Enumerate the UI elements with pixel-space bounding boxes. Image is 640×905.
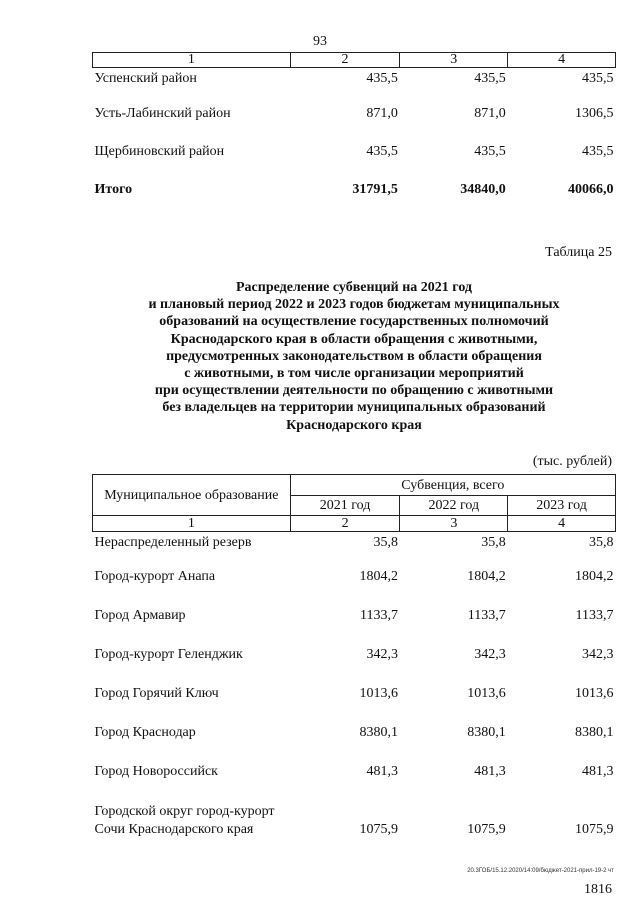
value-2021: 1804,2: [359, 568, 398, 584]
document-code: 20.3ГОБ/15.12.2020/14:09/бюджет-2021-прил-19-2 чт: [467, 868, 614, 874]
value-2021: 1133,7: [359, 607, 398, 623]
title-line: Распределение субвенций на 2021 год: [236, 280, 472, 295]
municipality-name: [93, 791, 291, 839]
municipality-name: Город-курорт Геленджик: [94, 646, 243, 662]
value-2022: 1133,7: [467, 607, 506, 623]
column-number: 1: [93, 53, 291, 68]
column-number: 2: [290, 53, 400, 68]
table-row: [93, 674, 616, 713]
header-year: 2023 год: [508, 496, 616, 516]
title-line: с животными, в том числе организации мероприятий: [184, 366, 524, 382]
value-2022: 435,5: [474, 144, 506, 159]
value-2021: 871,0: [366, 106, 398, 121]
table-row: [93, 713, 616, 752]
table-row: [93, 791, 616, 839]
column-number-row: [93, 516, 616, 532]
column-number: 3: [400, 53, 508, 68]
table-row: [93, 752, 616, 791]
value-2022: 871,0: [474, 106, 506, 121]
value-2021: 1013,6: [359, 685, 398, 701]
continuation-table: [92, 52, 616, 209]
table-row: [93, 596, 616, 635]
value-2023: 435,5: [582, 144, 614, 159]
title-line: при осуществлении деятельности по обращению с животными: [154, 383, 554, 399]
value-2022: 8380,1: [467, 724, 506, 740]
value-2022: 342,3: [474, 646, 506, 662]
column-number: 1: [93, 516, 291, 532]
column-number: 3: [400, 516, 508, 532]
value-2021: 8380,1: [359, 724, 398, 740]
value-2023: 8380,1: [575, 724, 614, 740]
subvention-table: [92, 474, 616, 839]
bottom-page-number: 1816: [584, 882, 612, 897]
table-row: [93, 532, 616, 558]
column-number: 2: [290, 516, 400, 532]
total-row: [93, 171, 616, 209]
value-2023: 35,8: [589, 535, 614, 550]
header-row: [93, 475, 616, 496]
column-number-row: [93, 53, 616, 68]
municipality-name-line: Городской округ город-курорт: [94, 804, 275, 819]
value-2023: 1804,2: [575, 568, 614, 584]
value-2022: 1075,9: [467, 822, 506, 837]
title-line: без владельцев на территории муниципальных образований: [162, 400, 546, 416]
total-label: Итого: [94, 182, 133, 197]
municipality-name: Город-курорт Анапа: [94, 568, 216, 584]
value-2021: 435,5: [366, 71, 398, 86]
municipality-name: Город Новороссийск: [94, 763, 218, 779]
header-subvention: Субвенция, всего: [290, 475, 615, 496]
value-2021: 35,8: [373, 535, 398, 550]
header-year: 2022 год: [400, 496, 508, 516]
table-row: [93, 133, 616, 171]
value-2023: 342,3: [582, 646, 614, 662]
value-2023: 1133,7: [575, 607, 614, 623]
table-label: Таблица 25: [545, 245, 612, 260]
value-2022: 1804,2: [467, 568, 506, 584]
municipality-name: Город Краснодар: [94, 724, 196, 740]
value-2023: 1013,6: [575, 685, 614, 701]
value-2021: 1075,9: [359, 822, 398, 837]
value-2023: 1306,5: [575, 106, 614, 121]
table-row: [93, 635, 616, 674]
page-number: 93: [313, 34, 327, 49]
header-year: 2021 год: [290, 496, 400, 516]
municipality-name: Город Армавир: [94, 607, 186, 623]
municipality-name: Успенский район: [94, 71, 197, 86]
table-title: [92, 279, 616, 434]
header-municipality: Муниципальное образование: [93, 475, 291, 516]
value-2022: 435,5: [474, 71, 506, 86]
title-line: и плановый период 2022 и 2023 годов бюджетам муниципальных: [148, 297, 560, 313]
title-line: образований на осуществление государственных полномочий: [159, 314, 549, 330]
column-number: 4: [508, 516, 616, 532]
value-2023: 1075,9: [575, 822, 614, 837]
title-line: предусмотренных законодательством в области обращения: [166, 348, 542, 364]
total-2022: 34840,0: [460, 182, 506, 197]
value-2022: 1013,6: [467, 685, 506, 701]
value-2021: 481,3: [366, 763, 398, 779]
table-row: [93, 68, 616, 96]
value-2021: 342,3: [366, 646, 398, 662]
total-2021: 31791,5: [352, 182, 398, 197]
table-row: [93, 95, 616, 133]
municipality-name-line: Сочи Краснодарского края: [94, 822, 254, 837]
unit-label: (тыс. рублей): [532, 454, 612, 469]
municipality-name: Город Горячий Ключ: [94, 685, 219, 701]
value-2023: 481,3: [582, 763, 614, 779]
value-2022: 35,8: [481, 535, 506, 550]
table-row: [93, 557, 616, 596]
municipality-name: Усть-Лабинский район: [94, 106, 231, 121]
value-2023: 435,5: [582, 71, 614, 86]
municipality-name: Щербиновский район: [94, 144, 225, 159]
column-number: 4: [508, 53, 616, 68]
total-2023: 40066,0: [568, 182, 614, 197]
municipality-name: Нераспределенный резерв: [94, 535, 252, 550]
value-2021: 435,5: [366, 144, 398, 159]
value-2022: 481,3: [474, 763, 506, 779]
title-line: Краснодарского края: [286, 417, 422, 433]
title-line: Краснодарского края в области обращения с животными,: [170, 331, 538, 347]
